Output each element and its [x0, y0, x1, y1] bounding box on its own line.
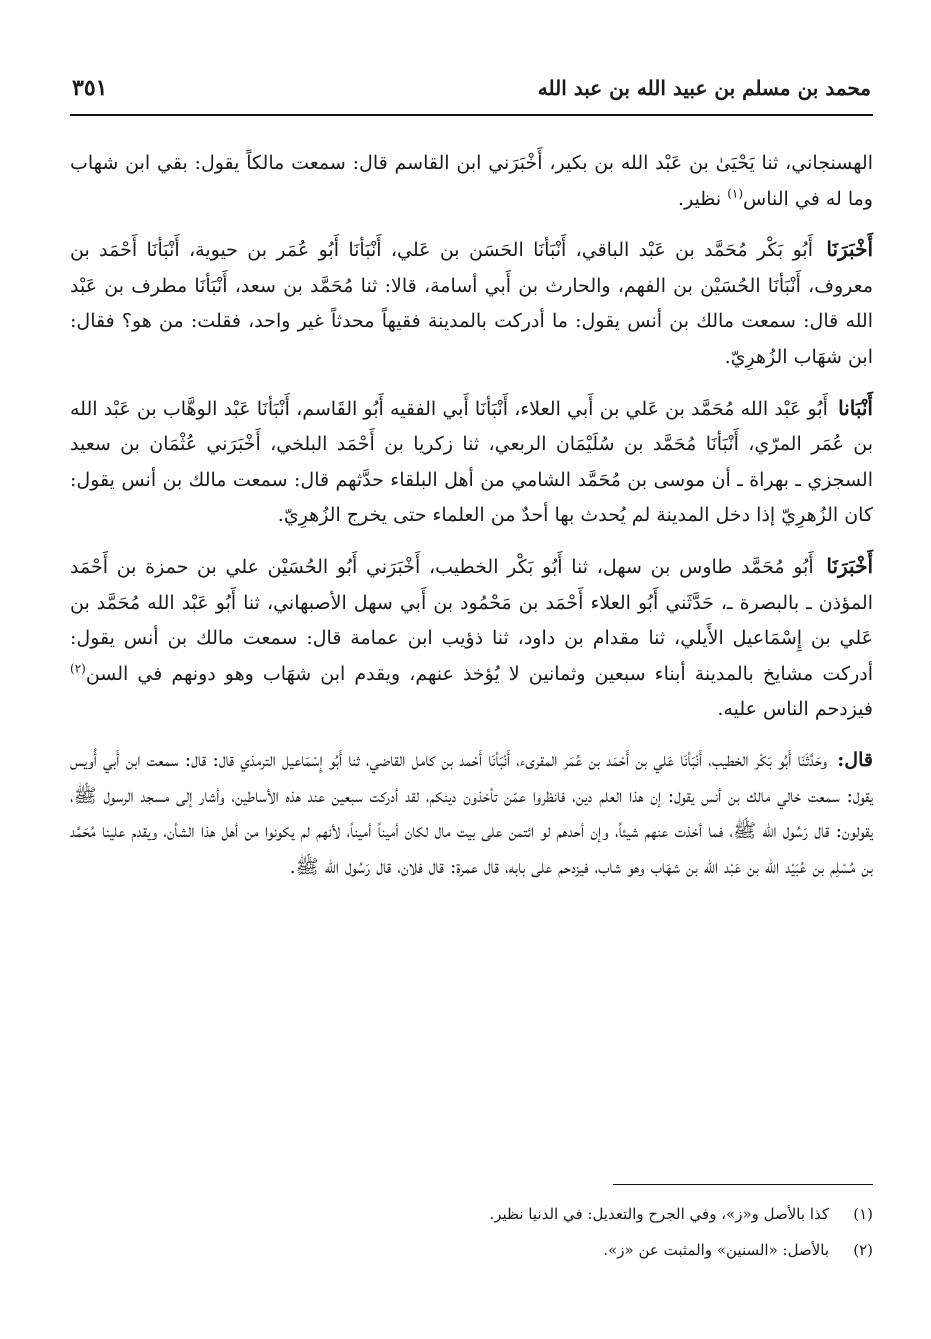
footnote-reference: (١) [727, 186, 744, 201]
paragraph-lead-word: أَنْبَانا [838, 395, 873, 420]
paragraph-text-after: فيزدحم الناس عليه. [717, 698, 873, 721]
footnote-number: (١) [853, 1205, 873, 1223]
paragraph-text-after: نظير. [678, 187, 728, 210]
paragraph-text: أَبُو مُحَمَّد طاوس بن سهل، ثنا أَبُو بَكْر الخطيب، أَخْبَرَني أَبُو الحُسَيْن علي بن حمزة بن أَحْمَد المؤذن ـ بالبصرة ـ، حَدَّثَني أَبُو العلاء أَحْمَد بن مَحْمُود بن أَبي سهل الأصبهاني، ثنا أَبُو عَبْد الله مُحَمَّد بن عَلي بن إِسْمَاعيل الأَيلي، ثنا مقدام بن داود، ثنا ذؤيب ابن عمامة قال: سمعت مالك بن أنس يقول: أدركت مشايخ بالمدينة أبناء سبعين وثمانين لا يُؤخذ عنهم، ويقدم ابن شهَاب وهو دونهم في السن [70, 555, 873, 685]
footnote-1 [70, 1200, 873, 1228]
paragraph-5 [70, 743, 873, 885]
paragraph-lead-word: أَخْبَرَنَا [826, 237, 873, 262]
paragraph-text: أَبُو عَبْد الله مُحَمَّد بن عَلي بن أَبي العلاء، أَنْبَأنَا أَبي الفقيه أَبُو القَاسم، أَنْبَأنَا عَبْد الوهَّاب بن عَبْد الله بن عُمَر المرّي، أَنْبَأنَا مُحَمَّد بن سُلَيْمَان الربعي، ثنا زكريا بن أَحْمَد البلخي، أَخْبَرَني عُثْمَان بن سعيد السجزي ـ بهراة ـ أن موسى بن مُحَمَّد الشامي من أهل البلقاء حدَّثهم قال: سمعت مالك بن أنس يقول: كان الزُهرِيّ إذا دخل المدينة لم يُحدث بها أحدٌ من العلماء حتى يخرج الزُهرِيّ. [70, 397, 873, 527]
paragraph-2 [70, 232, 873, 375]
footnote-number: (٢) [853, 1241, 873, 1259]
paragraph-text: وحَدَّثَنَا أَبُو بَكْر الخطيب، أَنْبَأنَا عَلي بن أَحْمَد بن عُمَر المقرىء، أَنْبَأنَا أَحْمد بن كامل القاضي، ثنا أَبُو إِسْمَاعيل الترمذي قال: قال: سمعت ابن أَبي أُويس يقول: سمعت خالي مالك بن أنس يقول: إن هذا العلم دين، فانظروا عمّن تأخذون دينكم، لقد أدركت سبعين عند هذه الأساطين، وأشار إلى مسجد الرسول ﷺ، يقولون: قال رَسُول الله ﷺ، فما أخذت عنهم شيئاً، وإن أحدهم لو ائتمن على بيت مال لكان أميناً أميناً، لأنهم لم يكونوا من أهل هذا الشأن، ويقدم علينا مُحَمَّد بن مُسْلِم بن عُبَيْد الله بن عَبْد الله بن شهَاب وهو شاب، فيزدحم على بابه، قال عمرة: قال فلان، قال رَسُول الله ﷺ. [70, 748, 873, 878]
footnotes [70, 1200, 873, 1272]
paragraph-text: أَبُو بَكْر مُحَمَّد بن عَبْد الباقي، أَنْبَأنَا الحَسَن بن عَلي، أَنْبَأنَا أَبُو عُمَر بن حيوية، أَنْبَأنَا أَحْمَد بن معروف، أَنْبَأنَا الحُسَيْن بن الفهم، والحارث بن أَبي أسامة، قالا: ثنا مُحَمَّد بن سعد، أَنْبَأنَا مطرف بن عَبْد الله قال: سمعت مالك بن أنس يقول: ما أدركت بالمدينة فقيهاً محدثاً غير واحد، فقلت: من هو؟ فقال: ابن شهَاب الزُهرِيّ. [70, 239, 873, 368]
main-text [70, 146, 873, 900]
footnote-2 [70, 1236, 873, 1264]
paragraph-text: الهسنجاني، ثنا يَحْيَىٰ بن عَبْد الله بن بكير، أَخْبَرَني ابن القاسم قال: سمعت مالكاً يقول: بقي ابن شهاب وما له في الناس [70, 152, 873, 210]
paragraph-lead-word: قال: [837, 748, 873, 771]
paragraph-3 [70, 391, 873, 534]
running-title: محمد بن مسلم بن عبيد الله بن عبد الله [537, 76, 871, 100]
footnote-separator [613, 1184, 873, 1185]
header-rule [70, 114, 873, 116]
paragraph-lead-word: أَخْبَرَنَا [826, 553, 873, 578]
page-number: ٣٥١ [72, 75, 108, 101]
paragraph-1 [70, 146, 873, 217]
footnote-text: كذا بالأصل و«ز»، وفي الجرح والتعديل: في الدنيا نظير. [489, 1205, 829, 1223]
paragraph-4 [70, 549, 873, 728]
footnote-text: بالأصل: «السنين» والمثبت عن «ز». [603, 1241, 829, 1259]
footnote-reference: (٢) [70, 661, 86, 676]
page-header [72, 70, 871, 106]
